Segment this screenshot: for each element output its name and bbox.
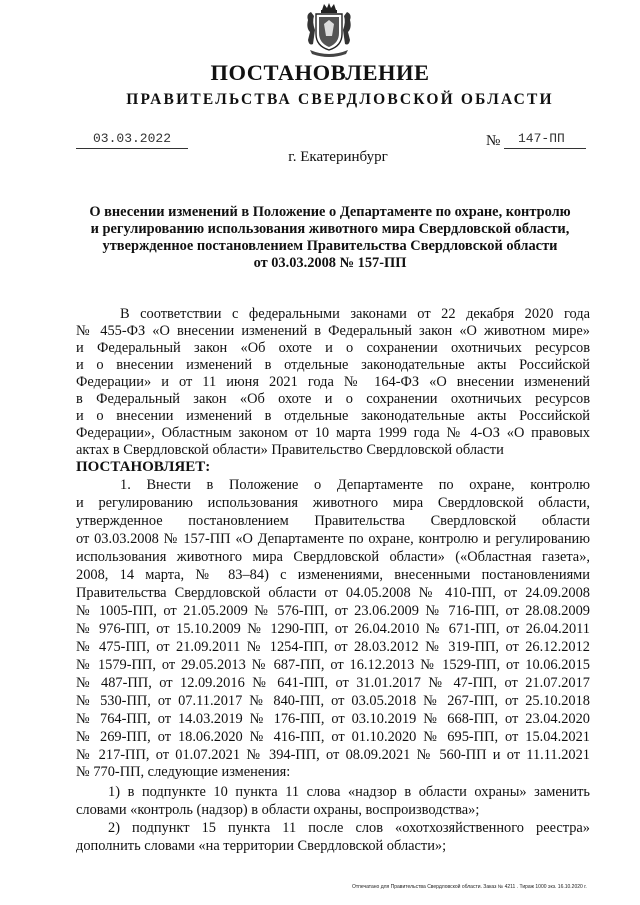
heading-line: и регулированию использования животного мира Свердловской области, — [90, 221, 570, 237]
preamble-line: и о внесении изменений в отдельные законодательные акты Российской — [76, 408, 590, 424]
item1-line: № 1579-ПП, от 29.05.2013 № 687-ПП, от 16.12.2013 № 1529-ПП, от 10.06.2015 — [76, 657, 590, 673]
item1-line: № 487-ПП, от 12.09.2016 № 641-ПП, от 31.01.2017 № 47-ПП, от 21.07.2017 — [76, 675, 590, 691]
heading-line: О внесении изменений в Положение о Департаменте по охране, контролю — [89, 204, 571, 220]
item1-line: и регулированию использования животного мира Свердловской области, — [76, 495, 590, 511]
item1-line: 1. Внести в Положение о Департаменте по охране, контролю — [120, 477, 590, 493]
item1-line: № 530-ПП, от 07.11.2017 № 840-ПП, от 03.05.2018 № 267-ПП, от 25.10.2018 — [76, 693, 590, 709]
heading-line: утвержденное постановлением Правительства Свердловской области — [102, 238, 558, 254]
document-heading — [60, 204, 600, 272]
item1-line: № 764-ПП, от 14.03.2019 № 176-ПП, от 03.10.2019 № 668-ПП, от 23.04.2020 — [76, 711, 590, 727]
item1-line: № 269-ПП, от 18.06.2020 № 416-ПП, от 01.10.2020 № 695-ПП, от 15.04.2021 — [76, 729, 590, 745]
preamble-line: Федерации», Областным законом от 10 марта 1999 года № 4-ОЗ «О правовых — [76, 425, 590, 441]
item1-line: использования животного мира Свердловской области» («Областная газета», — [76, 549, 590, 565]
item1-line: № 217-ПП, от 01.07.2021 № 394-ПП, от 08.09.2021 № 560-ПП и от 11.11.2021 — [76, 747, 590, 763]
item1-line: утвержденное постановлением Правительства Свердловской области — [76, 513, 590, 529]
subitem2-line: 2) подпункт 15 пункта 11 после слов «охотхозяйственного реестра» — [108, 820, 590, 836]
print-footer: Отпечатано для Правительства Свердловской области. Заказ № 4211 . Тираж 1000 экз. 16.10.2020 г. — [352, 884, 587, 890]
preamble-line: в Федеральный закон «Об охоте и о сохранении охотничьих ресурсов — [76, 391, 590, 407]
document-date: 03.03.2022 — [92, 131, 171, 146]
item1-line: № 976-ПП, от 15.10.2009 № 1290-ПП, от 26.04.2010 № 671-ПП, от 26.04.2011 — [76, 621, 590, 637]
item1-line: № 770-ПП, следующие изменения: — [76, 764, 291, 780]
heading-line: от 03.03.2008 № 157-ПП — [253, 255, 407, 271]
resolves-heading: ПОСТАНОВЛЯЕТ: — [76, 459, 211, 475]
coat-of-arms-icon — [302, 2, 356, 58]
item1-line: № 1005-ПП, от 21.05.2009 № 576-ПП, от 23.06.2009 № 716-ПП, от 28.08.2009 — [76, 603, 590, 619]
document-type-title: ПОСТАНОВЛЕНИЕ — [210, 60, 430, 85]
preamble-line: № 455-ФЗ «О внесении изменений в Федеральный закон «О животном мире» — [76, 323, 590, 339]
subitem2-line: дополнить словами «на территории Свердловской области»; — [76, 838, 447, 854]
item1-line: № 475-ПП, от 21.09.2011 № 1254-ПП, от 28.03.2012 № 319-ПП, от 26.12.2012 — [76, 639, 590, 655]
preamble-line: актах в Свердловской области» Правительство Свердловской области — [76, 442, 504, 458]
number-sign: № — [486, 133, 501, 149]
document-number: 147-ПП — [518, 131, 565, 146]
preamble-line: Федерации» и от 11 июня 2021 года № 164-ФЗ «О внесении изменений — [76, 374, 590, 390]
issuer-subtitle: ПРАВИТЕЛЬСТВА СВЕРДЛОВСКОЙ ОБЛАСТИ — [126, 91, 554, 108]
item1-line: Правительства Свердловской области от 04.05.2008 № 410-ПП, от 24.09.2008 — [76, 585, 590, 601]
item1-line: от 03.03.2008 № 157-ПП «О Департаменте по охране, контролю и регулированию — [76, 531, 590, 547]
preamble-line: и Федеральный закон «Об охоте и о сохранении охотничьих ресурсов — [76, 340, 590, 356]
item1-line: 2008, 14 марта, № 83–84) с изменениями, внесенными постановлениями — [76, 567, 590, 583]
preamble-line: В соответствии с федеральными законами от 22 декабря 2020 года — [120, 306, 590, 322]
subitem1-line: словами «контроль (надзор) в области охраны, воспроизводства»; — [76, 802, 480, 818]
subitem1-line: 1) в подпункте 10 пункта 11 слова «надзор в области охраны» заменить — [108, 784, 590, 800]
preamble-line: и о внесении изменений в отдельные законодательные акты Российской — [76, 357, 590, 373]
city: г. Екатеринбург — [288, 149, 388, 165]
